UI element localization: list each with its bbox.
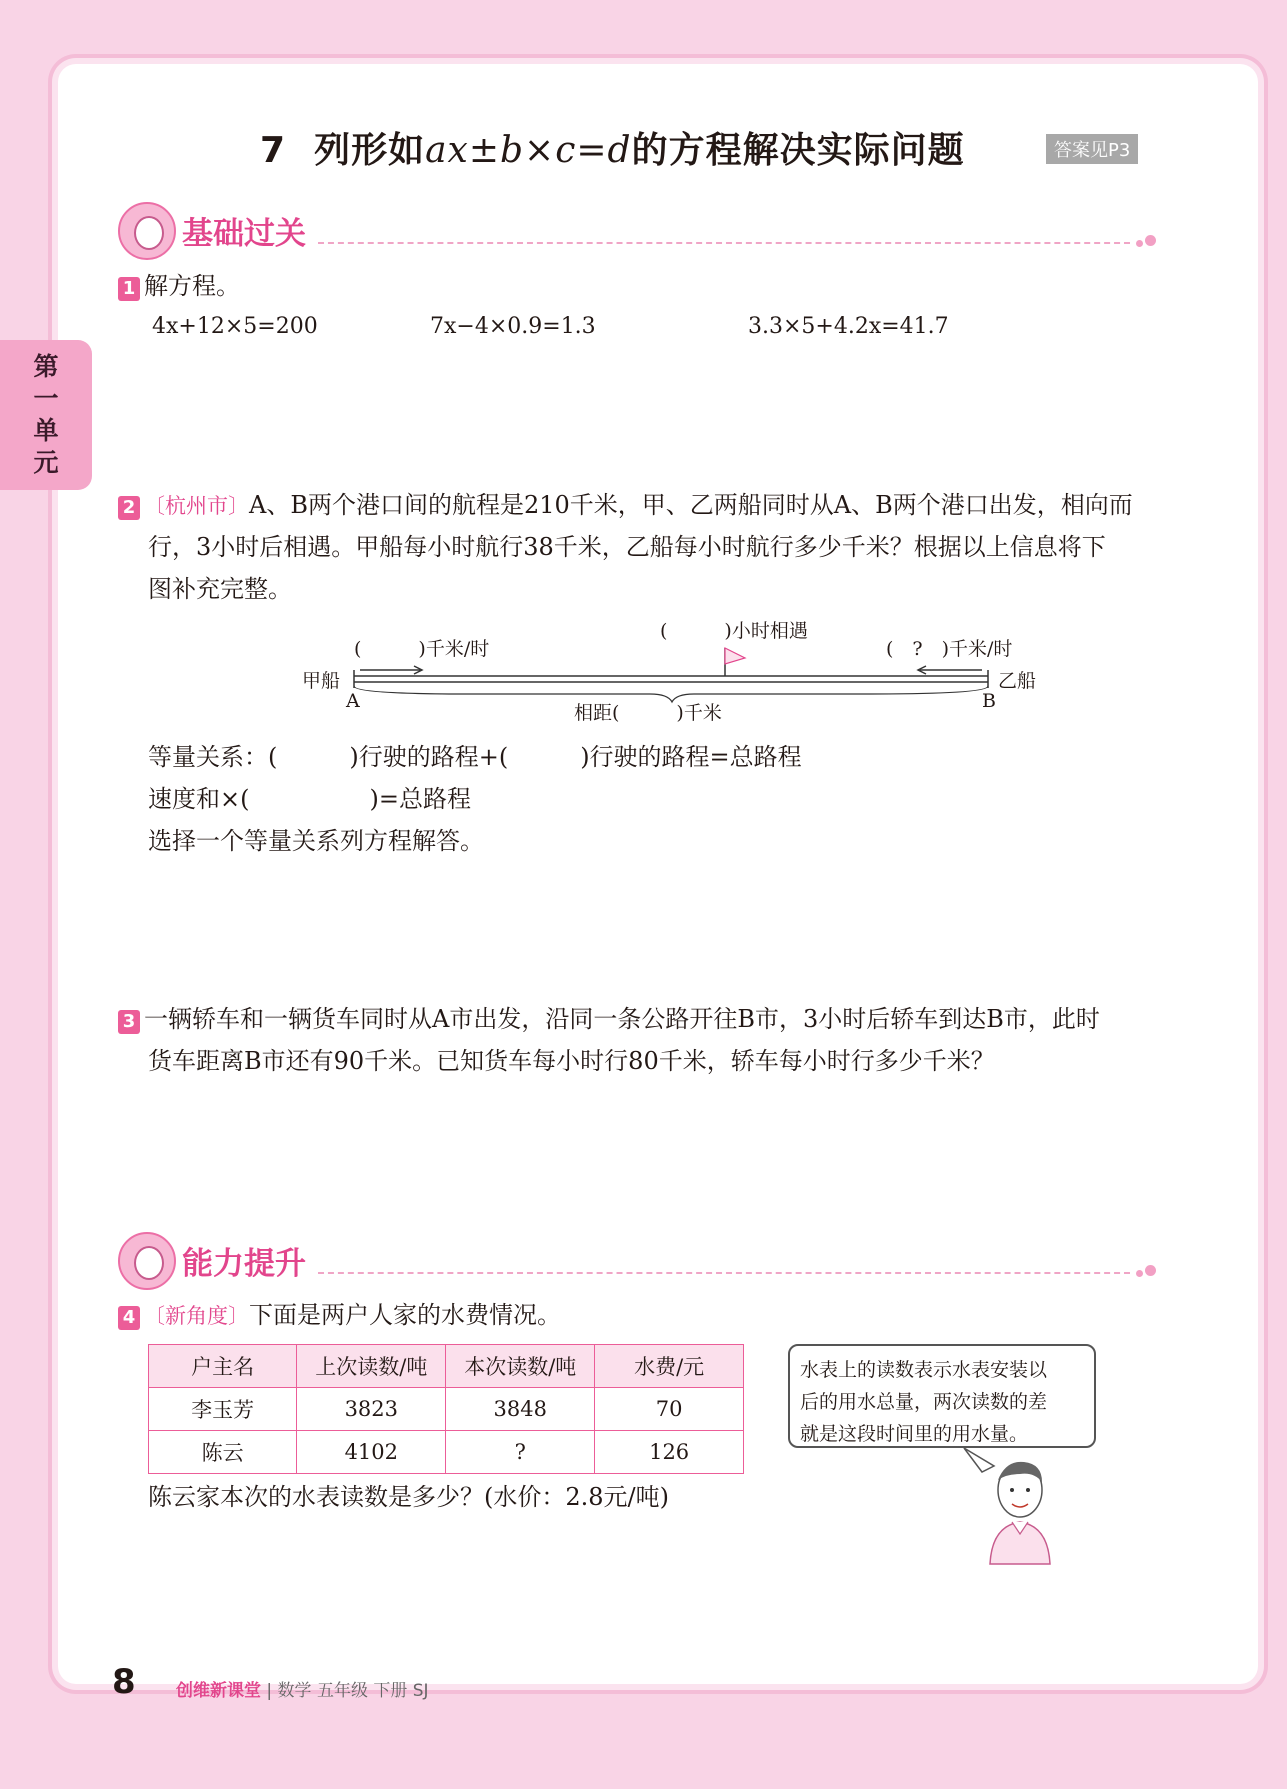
table-cell: 3823 (297, 1388, 446, 1431)
segment-diagram (290, 618, 1070, 724)
section-basic-title: 基础过关 (182, 216, 306, 252)
footer-info (176, 1676, 429, 1701)
question-text-line: 图补充完整。 (148, 575, 292, 603)
header-cell: 上次读数/吨 (297, 1345, 446, 1388)
table-cell: 70 (595, 1388, 744, 1431)
unit-tab-char: 一 (33, 384, 59, 413)
source-tag: 〔杭州市〕 (144, 494, 249, 518)
point-a-label: A (346, 690, 360, 712)
question-text: 下面是两户人家的水费情况。 (249, 1301, 561, 1329)
ship-a-label: 甲船 (302, 670, 341, 692)
table-row (149, 1388, 744, 1431)
equal-relation-2: 速度和×( )=总路程 (148, 785, 471, 813)
solve-instruction: 选择一个等量关系列方程解答。 (148, 827, 484, 855)
section-basic-header (118, 200, 1158, 260)
question-3 (118, 998, 1168, 1040)
right-speed-label: ( ? )千米/时 (886, 638, 1013, 660)
equation-2: 7x−4×0.9=1.3 (430, 314, 596, 339)
section-advanced-header (118, 1230, 1158, 1290)
header-cell: 户主名 (149, 1345, 297, 1388)
question-4 (118, 1294, 561, 1337)
unit-tab-char: 第 (33, 352, 59, 381)
header-cell: 本次读数/吨 (446, 1345, 595, 1388)
cartoon-badge-icon (118, 202, 176, 260)
dashed-divider (318, 1272, 1130, 1274)
question-2 (118, 484, 1168, 527)
ship-b-label: 乙船 (998, 670, 1037, 692)
lesson-number: 7 (260, 130, 287, 171)
equation-3: 3.3×5+4.2x=41.7 (748, 314, 949, 339)
header-cell: 水费/元 (595, 1345, 744, 1388)
table-header-row (149, 1345, 744, 1388)
meeting-flag-icon (725, 648, 745, 664)
page-title (260, 122, 965, 173)
unit-tab-char: 元 (33, 448, 59, 477)
table-cell: 126 (595, 1431, 744, 1474)
title-suffix: 的方程解决实际问题 (631, 130, 965, 171)
water-fee-table (148, 1344, 744, 1474)
question-number: 2 (118, 496, 140, 520)
title-formula: ax±b×c=d (425, 130, 632, 171)
question-text-line: A、B两个港口间的航程是210千米，甲、乙两船同时从A、B两个港口出发，相向而 (249, 491, 1133, 519)
bubble-line: 就是这段时间里的用水量。 (800, 1423, 1029, 1445)
dots-decoration-icon (1136, 1264, 1158, 1280)
answer-reference: 答案见P3 (1046, 134, 1138, 164)
question-1 (118, 265, 240, 307)
question-text-line: 行，3小时后相遇。甲船每小时航行38千米，乙船每小时航行多少千米？根据以上信息将下 (148, 533, 1106, 561)
page-number: 8 (112, 1662, 136, 1702)
question-4-ask: 陈云家本次的水表读数是多少？(水价：2.8元/吨) (148, 1483, 669, 1511)
meet-time-label: ( )小时相遇 (660, 620, 808, 642)
question-number: 4 (118, 1306, 140, 1330)
dots-decoration-icon (1136, 234, 1158, 250)
question-text-line: 货车距离B市还有90千米。已知货车每小时行80千米，轿车每小时行多少千米？ (148, 1047, 995, 1075)
boy-character-icon (960, 1446, 1080, 1566)
table-row (149, 1431, 744, 1474)
footer-subject: 数学 五年级 下册 SJ (277, 1681, 429, 1701)
point-b-label: B (982, 690, 996, 712)
question-number: 3 (118, 1010, 140, 1034)
cartoon-badge-icon (118, 1232, 176, 1290)
question-text-line: 一辆轿车和一辆货车同时从A市出发，沿同一条公路开往B市，3小时后轿车到达B市，此时 (144, 1005, 1100, 1033)
table-cell: ? (446, 1431, 595, 1474)
section-advanced-title: 能力提升 (182, 1246, 306, 1282)
unit-side-tab (0, 340, 92, 490)
left-speed-label: ( )千米/时 (354, 638, 490, 660)
source-tag: 〔新角度〕 (144, 1304, 249, 1328)
footer-divider: | (266, 1681, 278, 1701)
question-number: 1 (118, 277, 140, 301)
footer-brand: 创维新课堂 (176, 1681, 261, 1701)
table-cell: 3848 (446, 1388, 595, 1431)
table-cell: 李玉芳 (149, 1388, 297, 1431)
bubble-line: 水表上的读数表示水表安装以 (800, 1359, 1048, 1381)
dashed-divider (318, 242, 1130, 244)
bubble-line: 后的用水总量，两次读数的差 (800, 1391, 1048, 1413)
distance-label: 相距( )千米 (574, 702, 722, 724)
unit-tab-char: 单 (33, 416, 59, 445)
equation-1: 4x+12×5=200 (152, 314, 318, 339)
equal-relation-1: 等量关系：( )行驶的路程+( )行驶的路程=总路程 (148, 743, 802, 771)
table-cell: 4102 (297, 1431, 446, 1474)
table-cell: 陈云 (149, 1431, 297, 1474)
hint-speech-bubble (788, 1344, 1096, 1448)
title-prefix: 列形如 (314, 130, 426, 171)
question-text: 解方程。 (144, 272, 240, 300)
